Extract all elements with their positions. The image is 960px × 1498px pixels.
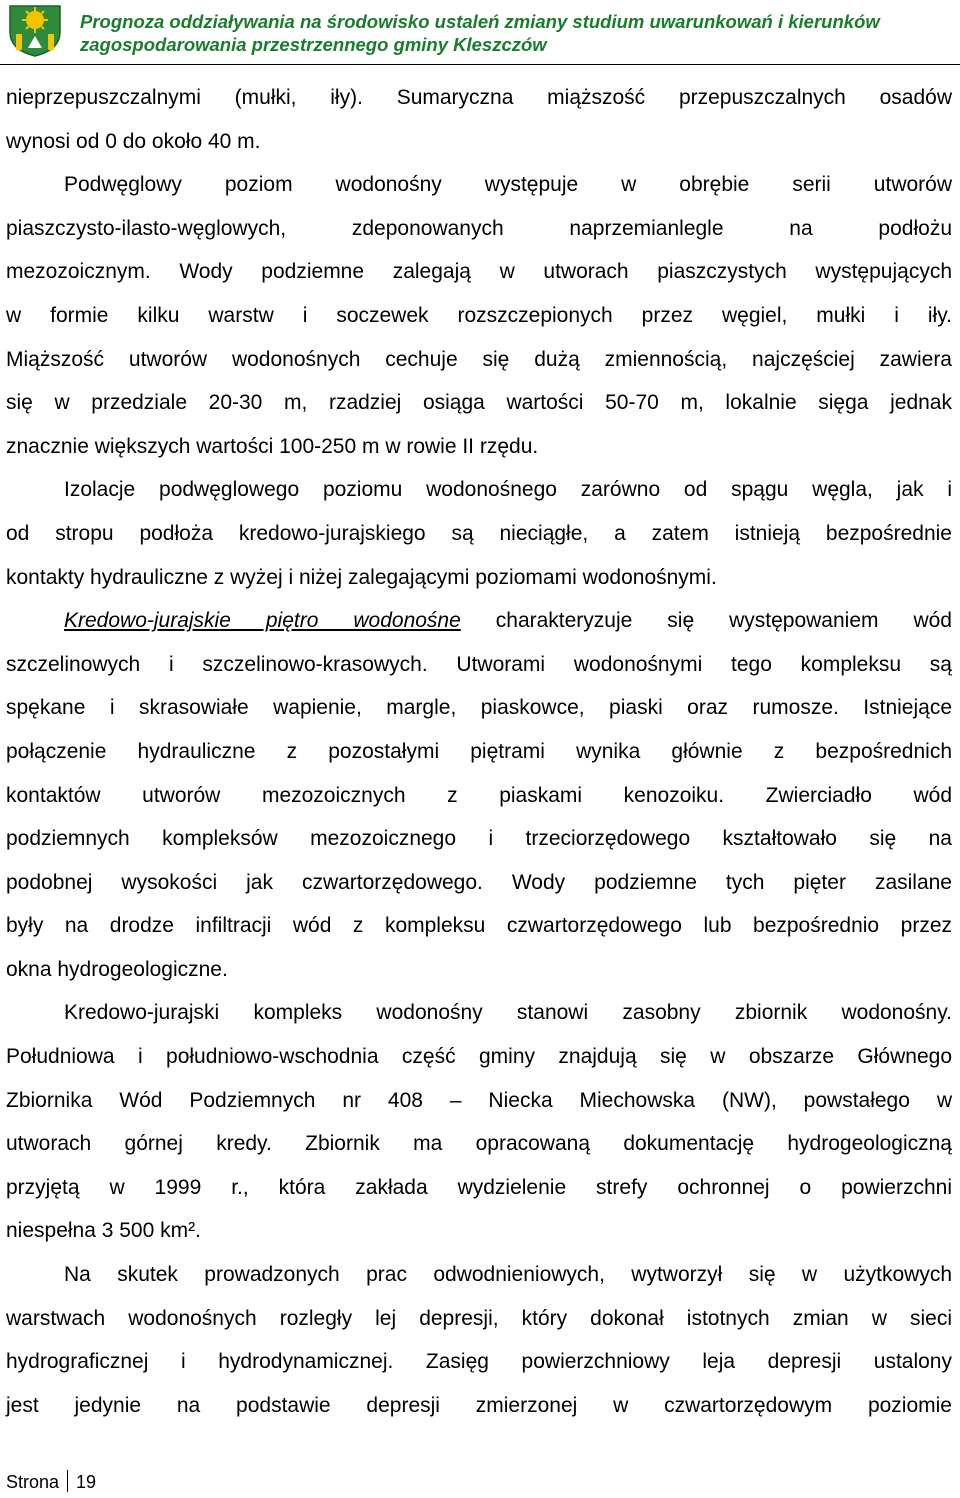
document-title-line-2: zagospodarowania przestrzennego gminy Kleszczów	[80, 34, 547, 55]
text-line: mezozoicznym. Wody podziemne zalegają w utworach piaszczystych występujących	[6, 260, 952, 284]
page-label: Strona	[6, 1472, 60, 1492]
header-divider	[0, 64, 960, 65]
text-line: szczelinowych i szczelinowo-krasowych. Utworami wodonośnymi tego kompleksu są	[6, 652, 952, 676]
section-heading-cretaceous-jurassic: Kredowo-jurajskie piętro wodonośne	[64, 609, 461, 633]
paragraph-5	[6, 991, 952, 1253]
text-line: Na skutek prowadzonych prac odwodnieniowych, wytworzył się w użytkowych	[64, 1263, 952, 1287]
document-title	[80, 10, 950, 56]
text-line: podziemnych kompleksów mezozoicznego i trzeciorzędowego kształtowało się na	[6, 827, 952, 851]
paragraph-3	[6, 468, 952, 599]
text-line: przyjętą w 1999 r., która zakłada wydzielenie strefy ochronnej o powierzchni	[6, 1175, 952, 1199]
text-line: wynosi od 0 do około 40 m.	[6, 129, 261, 153]
text-line: nieprzepuszczalnymi (mułki, iły). Sumaryczna miąższość przepuszczalnych osadów	[6, 86, 952, 109]
text-line: okna hydrogeologiczne.	[6, 957, 228, 981]
text-line: kontaktów utworów mezozoicznych z piaskami kenozoiku. Zwierciadło wód	[6, 783, 952, 807]
text-line: w formie kilku warstw i soczewek rozszczepionych przez węgiel, mułki i iły.	[6, 303, 952, 327]
text-line: jest jedynie na podstawie depresji zmierzonej w czwartorzędowym poziomie	[6, 1393, 952, 1417]
text-line: Izolacje podwęglowego poziomu wodonośnego zarówno od spągu węgla, jak i	[64, 478, 952, 502]
page-body	[6, 76, 952, 1427]
text-line: połączenie hydrauliczne z pozostałymi piętrami wynika głównie z bezpośrednich	[6, 739, 952, 763]
page-footer	[6, 1470, 96, 1493]
text-line: były na drodze infiltracji wód z kompleksu czwartorzędowego lub bezpośrednio przez	[6, 914, 952, 938]
document-title-line-1: Prognoza oddziaływania na środowisko ustaleń zmiany studium uwarunkowań i kierunków	[80, 11, 880, 32]
text-line: kontakty hydrauliczne z wyżej i niżej zalegającymi poziomami wodonośnymi.	[6, 565, 717, 589]
text-line: podobnej wysokości jak czwartorzędowego. Wody podziemne tych pięter zasilane	[6, 870, 952, 894]
text-line: warstwach wodonośnych rozległy lej depresji, który dokonał istotnych zmian w sieci	[6, 1306, 952, 1330]
text-line: Miąższość utworów wodonośnych cechuje się dużą zmiennością, najczęściej zawiera	[6, 347, 952, 371]
text-line: spękane i skrasowiałe wapienie, margle, piaskowce, piaski oraz rumosze. Istniejące	[6, 696, 952, 720]
page-header	[0, 0, 960, 62]
paragraph-1	[6, 76, 952, 163]
text-line: Kredowo-jurajski kompleks wodonośny stanowi zasobny zbiornik wodonośny.	[64, 1001, 952, 1025]
footer-separator	[67, 1470, 68, 1492]
text-line: utworach górnej kredy. Zbiornik ma opracowaną dokumentację hydrogeologiczną	[6, 1132, 952, 1156]
text-line: niespełna 3 500 km².	[6, 1219, 201, 1243]
text-line: się w przedziale 20-30 m, rzadziej osiąga wartości 50-70 m, lokalnie sięga jednak	[6, 391, 952, 415]
paragraph-6	[6, 1253, 952, 1427]
text-line: od stropu podłoża kredowo-jurajskiego są nieciągłe, a zatem istnieją bezpośrednie	[6, 521, 952, 545]
gmina-coat-of-arms-icon	[6, 4, 64, 58]
page-number: 19	[76, 1472, 97, 1492]
text-line: piaszczysto-ilasto-węglowych, zdeponowanych naprzemianlegle na podłożu	[6, 216, 952, 240]
text-line: znacznie większych wartości 100-250 m w rowie II rzędu.	[6, 434, 539, 458]
text-line: Podwęglowy poziom wodonośny występuje w obrębie serii utworów	[64, 173, 952, 197]
text-fragment: charakteryzuje się występowaniem wód	[495, 609, 952, 633]
paragraph-2	[6, 163, 952, 468]
text-line	[6, 599, 952, 643]
text-line: Południowa i południowo-wschodnia część gminy znajdują się w obszarze Głównego	[6, 1045, 952, 1069]
text-line: Zbiornika Wód Podziemnych nr 408 – Niecka Miechowska (NW), powstałego w	[6, 1088, 952, 1112]
text-line: hydrograficznej i hydrodynamicznej. Zasięg powierzchniowy leja depresji ustalony	[6, 1350, 952, 1374]
paragraph-4	[6, 599, 952, 991]
